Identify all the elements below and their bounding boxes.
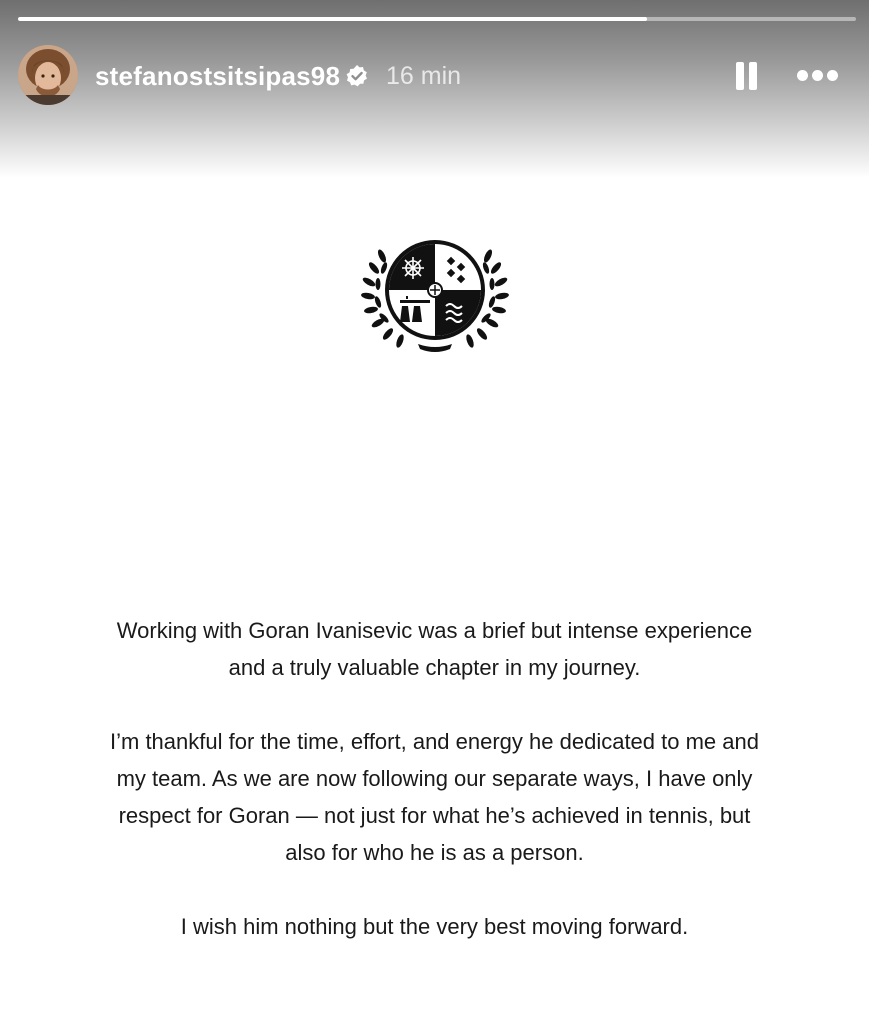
more-options-icon (797, 70, 808, 81)
statement-text (100, 612, 769, 982)
verified-badge-icon (345, 64, 369, 88)
more-options-button[interactable] (795, 66, 841, 86)
more-dot (812, 70, 823, 81)
statement-paragraph: I’m thankful for the time, effort, and energy he dedicated to me and my team. As we are now following our separate ways, I have only respect for Goran — not just for what he’s achieved in tennis, but also for who he is as a person. (110, 729, 759, 865)
statement-paragraph: Working with Goran Ivanisevic was a brief but intense experience and a truly valuable chapter in my journey. (116, 618, 753, 680)
pause-icon (736, 62, 744, 90)
statement-paragraph: I wish him nothing but the very best moving forward. (180, 914, 689, 939)
story-progress-bar (18, 17, 856, 21)
pause-button[interactable] (734, 60, 760, 92)
story-progress-fill (18, 17, 647, 21)
avatar-image (18, 45, 78, 105)
laurel-crest-logo (360, 228, 510, 358)
username[interactable]: stefanostsitsipas98 (95, 61, 341, 91)
avatar[interactable] (18, 45, 78, 105)
pause-icon-bar (749, 62, 757, 90)
story-timestamp: 16 min (386, 62, 462, 90)
more-dot (827, 70, 838, 81)
